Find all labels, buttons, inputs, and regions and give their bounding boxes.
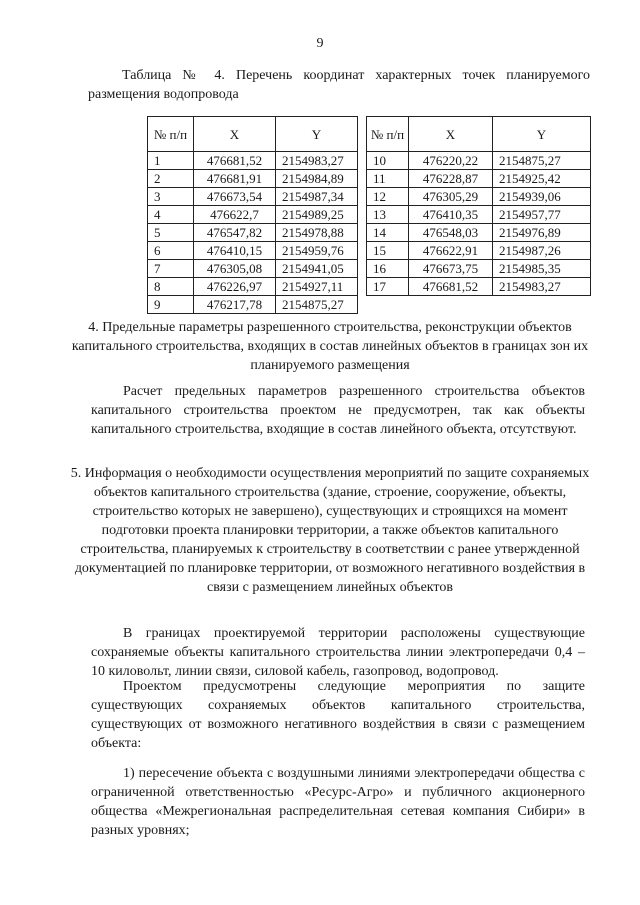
table-row xyxy=(367,170,591,188)
table-row xyxy=(367,242,591,260)
y-coordinate: 2154957,77 xyxy=(493,206,591,224)
row-number: 3 xyxy=(148,188,194,206)
section5-paragraph1 xyxy=(91,624,585,681)
table-row xyxy=(367,206,591,224)
table-row xyxy=(148,278,358,296)
header-num: № п/п xyxy=(148,117,194,152)
x-coordinate: 476226,97 xyxy=(194,278,276,296)
x-coordinate: 476410,35 xyxy=(409,206,493,224)
table-row xyxy=(148,152,358,170)
row-number: 9 xyxy=(148,296,194,314)
table-row xyxy=(148,224,358,242)
x-coordinate: 476305,08 xyxy=(194,260,276,278)
table-row xyxy=(148,206,358,224)
section5-paragraph2 xyxy=(91,677,585,753)
section5-heading: 5. Информация о необходимости осуществления мероприятий по защите сохраняемых объектов капитального строительства (здание, строение, сооружение, объекты, строительство которых не завершено), существующих и строящихся на момент подготовки проекта планировки территории, а также объектов капитального строительства, планируемых к строительству в соответствии с ранее утвержденной документацией по планировке территории, от возможного негативного воздействия в связи с размещением линейных объектов xyxy=(70,466,590,595)
table-header-row xyxy=(367,117,591,152)
section4-paragraph: Расчет предельных параметров разрешенного строительства объектов капитального строительства проектом не предусмотрен, так как объекты капитального строительства, входящие в состав линейного объекта, отсутствуют. xyxy=(91,384,585,437)
row-number: 1 xyxy=(148,152,194,170)
y-coordinate: 2154987,34 xyxy=(276,188,358,206)
x-coordinate: 476681,52 xyxy=(409,278,493,296)
x-coordinate: 476548,03 xyxy=(409,224,493,242)
row-number: 15 xyxy=(367,242,409,260)
x-coordinate: 476547,82 xyxy=(194,224,276,242)
page-number: 9 xyxy=(316,36,324,51)
table-row xyxy=(367,188,591,206)
y-coordinate: 2154983,27 xyxy=(493,278,591,296)
y-coordinate: 2154875,27 xyxy=(493,152,591,170)
row-number: 5 xyxy=(148,224,194,242)
row-number: 2 xyxy=(148,170,194,188)
row-number: 12 xyxy=(367,188,409,206)
y-coordinate: 2154959,76 xyxy=(276,242,358,260)
y-coordinate: 2154987,26 xyxy=(493,242,591,260)
y-coordinate: 2154985,35 xyxy=(493,260,591,278)
y-coordinate: 2154925,42 xyxy=(493,170,591,188)
row-number: 16 xyxy=(367,260,409,278)
x-coordinate: 476305,29 xyxy=(409,188,493,206)
table-row xyxy=(367,260,591,278)
y-coordinate: 2154927,11 xyxy=(276,278,358,296)
table-caption-line2: размещения водопровода xyxy=(88,87,239,102)
table-header-row xyxy=(148,117,358,152)
table-row xyxy=(148,260,358,278)
table-row xyxy=(148,188,358,206)
x-coordinate: 476220,22 xyxy=(409,152,493,170)
table-row xyxy=(367,224,591,242)
table-caption-line1: Таблица № 4. Перечень координат характерных точек планируемого xyxy=(122,68,590,83)
row-number: 7 xyxy=(148,260,194,278)
x-coordinate: 476622,7 xyxy=(194,206,276,224)
header-x: X xyxy=(194,117,276,152)
header-num: № п/п xyxy=(367,117,409,152)
x-coordinate: 476673,54 xyxy=(194,188,276,206)
y-coordinate: 2154976,89 xyxy=(493,224,591,242)
x-coordinate: 476622,91 xyxy=(409,242,493,260)
header-y: Y xyxy=(276,117,358,152)
row-number: 8 xyxy=(148,278,194,296)
header-x: X xyxy=(409,117,493,152)
y-coordinate: 2154983,27 xyxy=(276,152,358,170)
row-number: 11 xyxy=(367,170,409,188)
row-number: 10 xyxy=(367,152,409,170)
row-number: 13 xyxy=(367,206,409,224)
section5-paragraph1-text: В границах проектируемой территории расположены существующие сохраняемые объекты капитального строительства линии электропередачи 0,4 – 10 киловольт, линии связи, силовой кабель, газопровод, водопровод. xyxy=(91,626,585,679)
table-row xyxy=(367,278,591,296)
section4-heading: 4. Предельные параметры разрешенного строительства, реконструкции объектов капитального строительства, входящих в состав линейных объектов в границах зон их планируемого размещения xyxy=(71,320,589,373)
y-coordinate: 2154989,25 xyxy=(276,206,358,224)
table-row xyxy=(148,242,358,260)
section5-paragraph3 xyxy=(91,764,585,840)
table-row xyxy=(367,152,591,170)
x-coordinate: 476673,75 xyxy=(409,260,493,278)
section5-paragraph2-text: Проектом предусмотрены следующие мероприятия по защите существующих сохраняемых объектов капитального строительства, существующих от возможного негативного воздействия в связи с размещением объекта: xyxy=(91,679,585,751)
y-coordinate: 2154939,06 xyxy=(493,188,591,206)
y-coordinate: 2154984,89 xyxy=(276,170,358,188)
x-coordinate: 476681,52 xyxy=(194,152,276,170)
x-coordinate: 476228,87 xyxy=(409,170,493,188)
row-number: 4 xyxy=(148,206,194,224)
section4-text xyxy=(91,382,585,439)
coordinates-table-right xyxy=(366,116,591,296)
row-number: 6 xyxy=(148,242,194,260)
table-caption xyxy=(88,66,590,104)
x-coordinate: 476410,15 xyxy=(194,242,276,260)
y-coordinate: 2154941,05 xyxy=(276,260,358,278)
x-coordinate: 476217,78 xyxy=(194,296,276,314)
coordinates-table-left xyxy=(147,116,358,314)
header-y: Y xyxy=(493,117,591,152)
y-coordinate: 2154875,27 xyxy=(276,296,358,314)
y-coordinate: 2154978,88 xyxy=(276,224,358,242)
row-number: 14 xyxy=(367,224,409,242)
table-row xyxy=(148,170,358,188)
table-row xyxy=(148,296,358,314)
x-coordinate: 476681,91 xyxy=(194,170,276,188)
section5-paragraph3-text: 1) пересечение объекта с воздушными линиями электропередачи общества с ограниченной ответственностью «Ресурс-Агро» и публичного акционерного общества «Межрегиональная распределительная сетевая компания Сибири» в разных уровнях; xyxy=(91,766,585,838)
row-number: 17 xyxy=(367,278,409,296)
